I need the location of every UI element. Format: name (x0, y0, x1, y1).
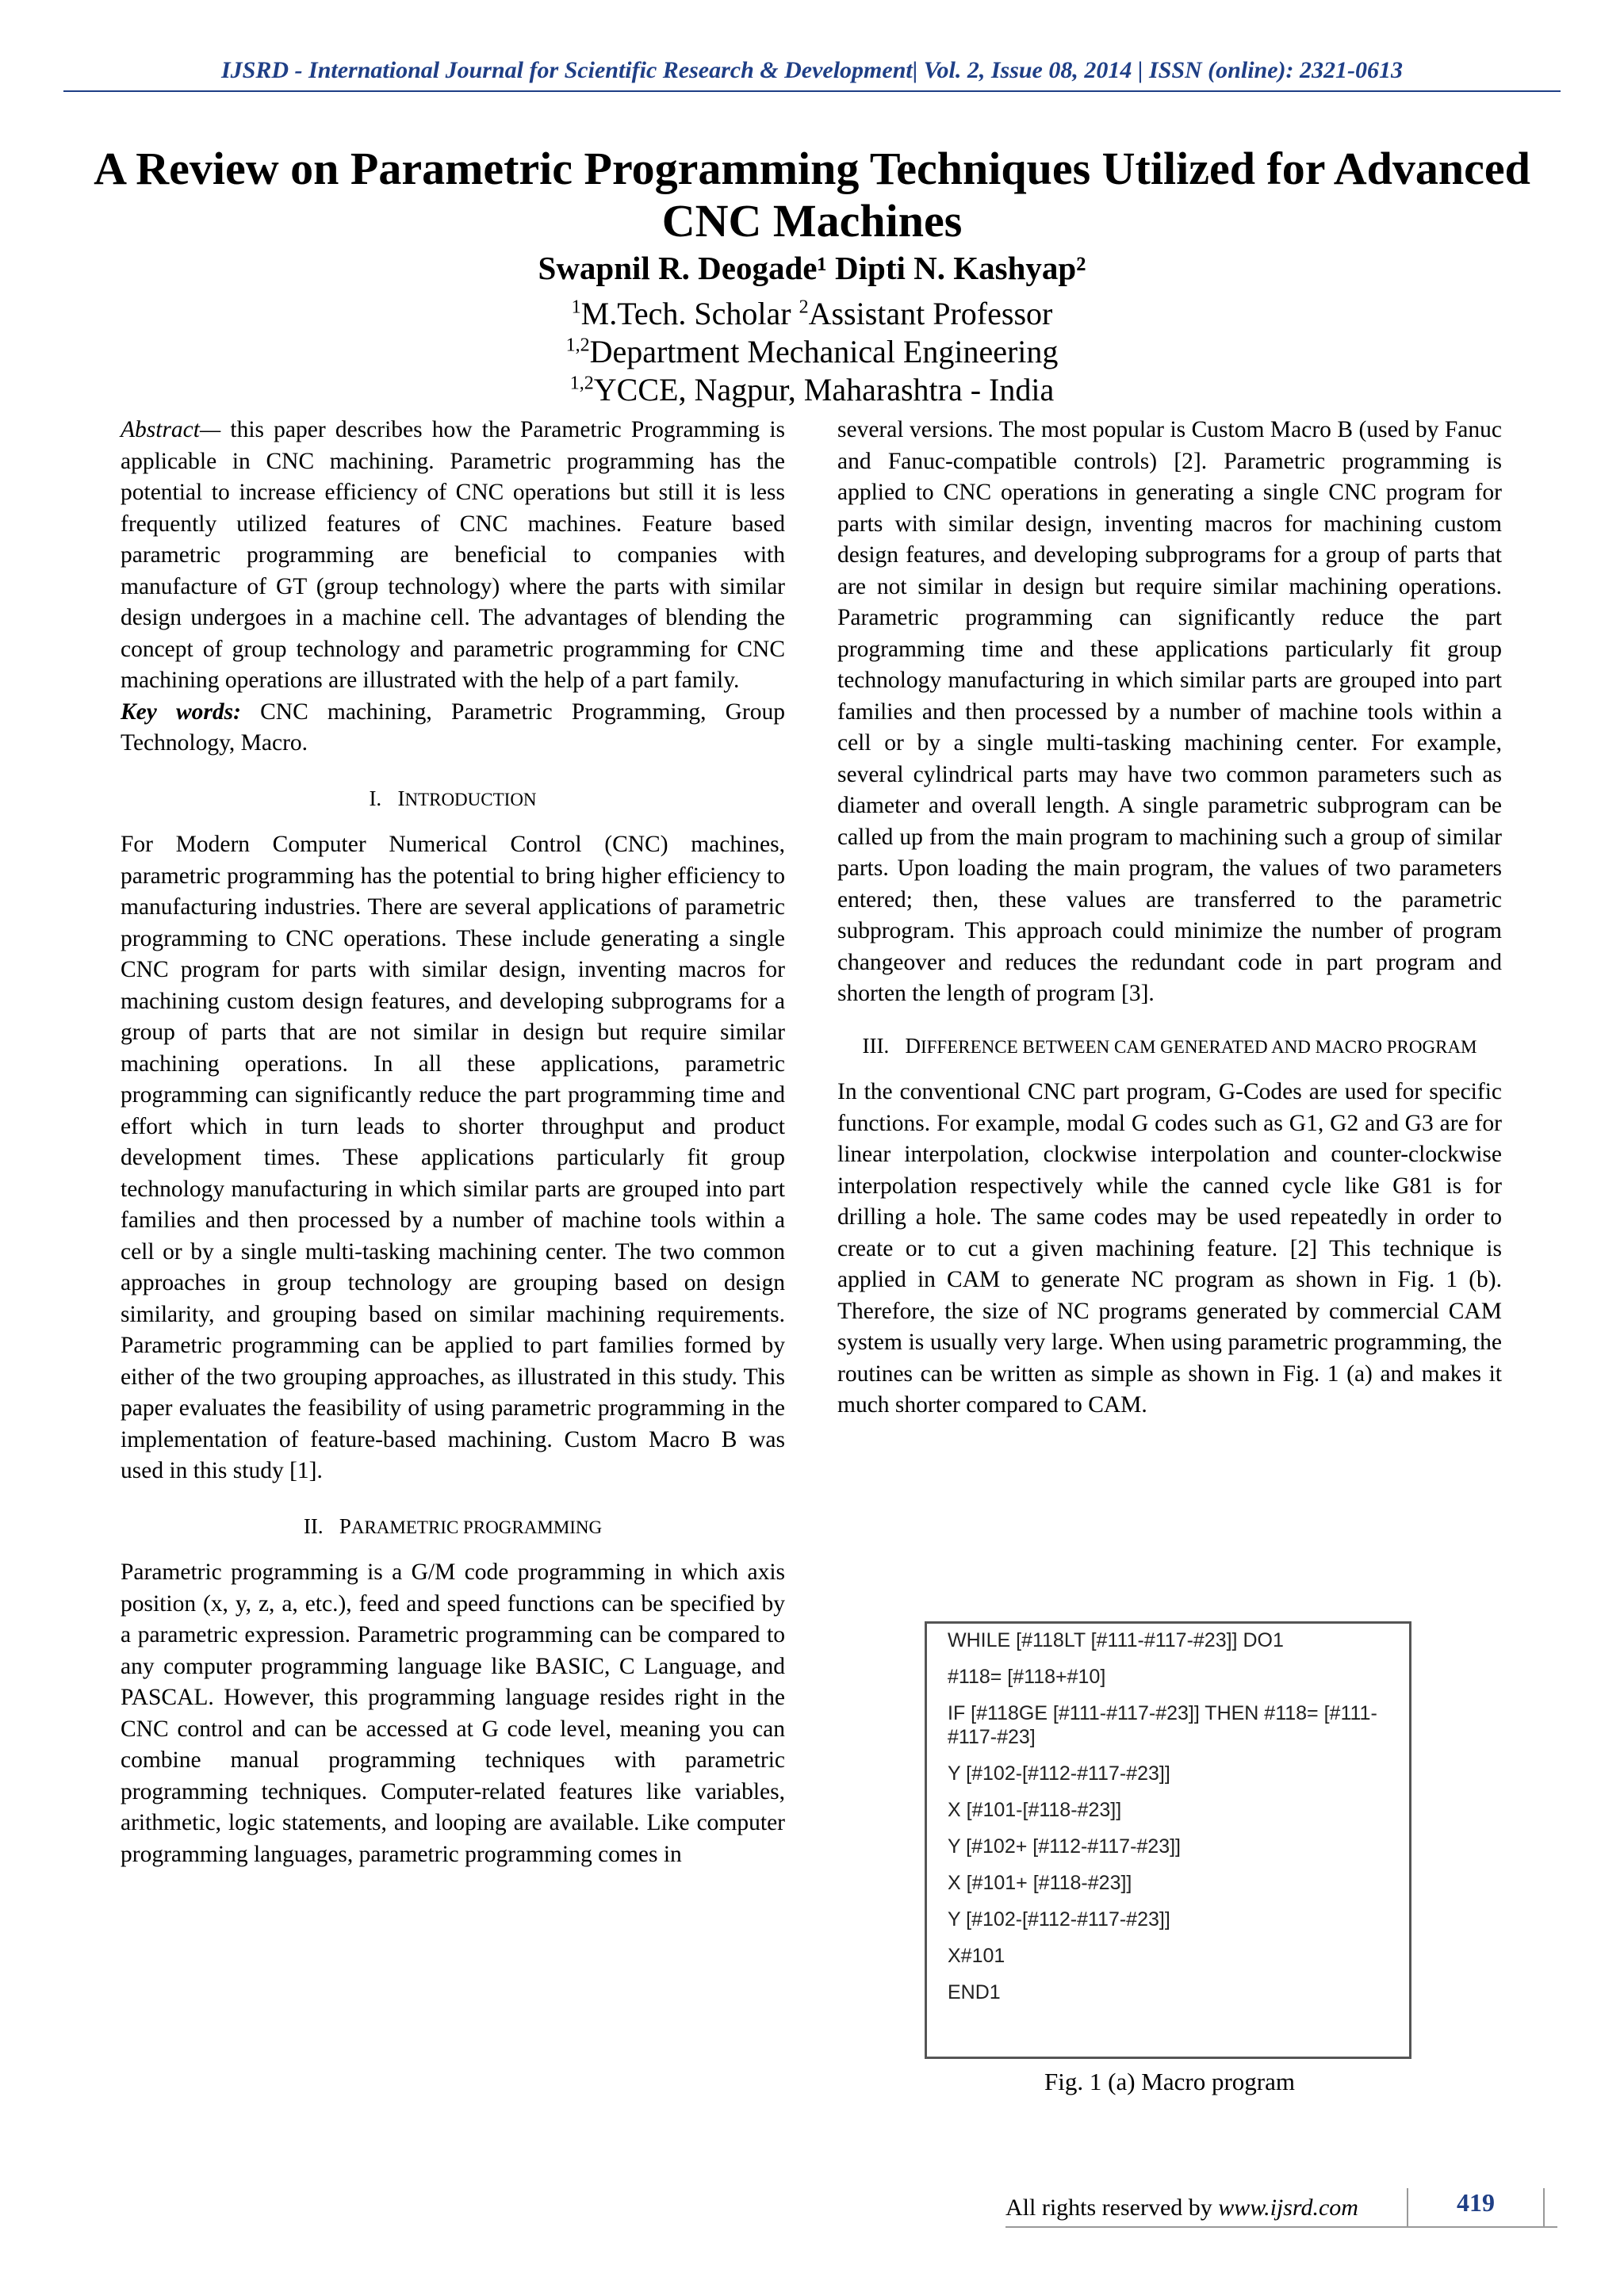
footer-divider (1005, 2226, 1557, 2228)
affil-sup: 1,2 (565, 335, 590, 356)
affil-sup: 1 (571, 297, 581, 318)
affil-department: Department Mechanical Engineering (589, 334, 1059, 369)
affiliation-line-1 (63, 295, 1561, 332)
page-number: 419 (1407, 2188, 1545, 2226)
affil-sup: 2 (799, 297, 809, 318)
code-line: Y [#102+ [#112-#117-#23]] (948, 1835, 1181, 1858)
journal-site-link[interactable]: www.ijsrd.com (1218, 2195, 1358, 2221)
macro-program-figure (925, 1621, 1411, 2059)
code-line: #118= [#118+#10] (948, 1666, 1106, 1688)
code-line: X#101 (948, 1945, 1005, 1967)
code-line: Y [#102-[#112-#117-#23]] (948, 1762, 1170, 1785)
parametric-text-continued: several versions. The most popular is Custom Macro B (used by Fanuc and Fanuc-compatible controls) [2]. Parametric programming is applied to CNC operations in generating a single CNC program for parts with similar design, inventing macros for machining custom design features, and developing subprograms for a group of parts that are not similar in design but require similar machining operations. Parametric programming can significantly reduce the part programming time and these applications particularly fit group technology manufacturing in which similar parts are grouped into part families and then processed by a number of machine tools within a cell or by a single multi-tasking machining center. For example, several cylindrical parts may have two common parameters such as diameter and overall length. A single parametric subprogram can be called up from the main program to machining such a group of similar parts. Upon loading the main program, the values of two parameters entered; then, these values are transferred to the parametric subprogram. This approach could minimize the number of program changeover and reduces the redundant code in part program and shorten the length of program [3]. (837, 417, 1502, 1006)
code-line: IF [#118GE [#111-#117-#23]] THEN #118= [#111-#117-#23] (948, 1702, 1377, 1748)
abstract-label: Abstract— (121, 417, 221, 442)
abstract-text: this paper describes how the Parametric Programming is applicable in CNC machining. Parametric programming has the potential to increase efficiency of CNC operations but still it is less frequently utilized features of CNC machines. Feature based parametric programming are beneficial to companies with manufacture of GT (group technology) where the parts with similar design undergoes in a machine cell. The advantages of blending the concept of group technology and parametric programming for CNC machining operations are illustrated with the help of a part family. (121, 417, 785, 693)
difference-text: In the conventional CNC part program, G-Codes are used for specific functions. For example, modal G codes such as G1, G2 and G3 are for linear interpolation, clockwise interpolation and counter-clockwise interpolation respectively while the canned cycle like G81 is for drilling a hole. The same codes may be used repeatedly in order to create or to cut a given machining feature. [2] This technique is applied in CAM to generate NC program as shown in Fig. 1 (b). Therefore, the size of NC programs generated by commercial CAM system is usually very large. When using parametric programming, the routines can be written as simple as shown in Fig. 1 (a) and makes it much shorter compared to CAM. (837, 1079, 1502, 1418)
left-column (121, 415, 785, 1870)
paper-title: A Review on Parametric Programming Techniques Utilized for Advanced CNC Machines (94, 143, 1530, 247)
figure-caption: Fig. 1 (a) Macro program (1044, 2068, 1295, 2095)
parametric-text: Parametric programming is a G/M code programming in which axis position (x, y, z, a, etc.), feed and speed functions can be specified by a parametric expression. Parametric programming can be compared to any computer programming language like BASIC, C Language, and PASCAL. However, this programming language resides right in the CNC control and can be accessed at G code level, meaning you can combine manual programming techniques with parametric programming techniques. Computer-related features like variables, arithmetic, logic statements, and looping are available. Like computer programming languages, parametric programming comes in (121, 1559, 785, 1867)
affiliation-line-2 (63, 333, 1561, 370)
code-line: X [#101-[#118-#23]] (948, 1799, 1122, 1821)
section-heading-introduction: I. INTRODUCTION (369, 786, 537, 810)
affil-role-2: Assistant Professor (808, 296, 1053, 331)
code-line: WHILE [#118LT [#111-#117-#23]] DO1 (948, 1629, 1284, 1651)
keywords (121, 697, 785, 760)
introduction-text: For Modern Computer Numerical Control (CNC) machines, parametric programming has the potential to bring higher efficiency to manufacturing industries. There are several applications of parametric programming to CNC operations. These include generating a single CNC program for parts with similar design, inventing macros for machining custom design features, and developing subprograms for a group of parts that are not similar in design but require similar machining operations. In all these applications, parametric programming can significantly reduce the part programming time and effort which in turn leads to shorter throughput and product development times. These applications particularly fit group technology manufacturing in which similar parts are grouped into part families and then processed by a number of machine tools within a cell or by a single multi-tasking machining center. The two common approaches in group technology are grouping based on design similarity, and grouping based on similar machining requirements. Parametric programming can be applied to part families formed by either of the two grouping approaches, as illustrated in this study. This paper evaluates the feasibility of using parametric programming in the implementation of feature-based machining. Custom Macro B was used in this study [1]. (121, 832, 785, 1483)
right-column (837, 415, 1502, 1422)
affil-role-1: M.Tech. Scholar (580, 296, 799, 331)
affiliation-line-3 (63, 371, 1561, 408)
affil-sup: 1,2 (569, 373, 594, 394)
code-line: X [#101+ [#118-#23]] (948, 1872, 1132, 1894)
keywords-label: Key words: (121, 698, 241, 725)
authors: Swapnil R. Deogade¹ Dipti N. Kashyap² (538, 250, 1086, 286)
code-line: END1 (948, 1981, 1001, 2003)
keywords-text: CNC machining, Parametric Programming, Group Technology, Macro. (121, 698, 785, 756)
footer-rights: All rights reserved by www.ijsrd.com (1005, 2195, 1358, 2221)
abstract (121, 415, 785, 697)
code-line: Y [#102-[#112-#117-#23]] (948, 1908, 1170, 1931)
running-head: IJSRD - International Journal for Scientific Research & Development| Vol. 2, Issue 08, 2014 | ISSN (online): 2321-0613 (63, 57, 1561, 92)
section-heading-parametric: II. PARAMETRIC PROGRAMMING (303, 1513, 603, 1538)
affil-institution: YCCE, Nagpur, Maharashtra - India (593, 372, 1055, 408)
section-heading-difference: III. DIFFERENCE BETWEEN CAM GENERATED AND MACRO PROGRAM (862, 1033, 1477, 1058)
